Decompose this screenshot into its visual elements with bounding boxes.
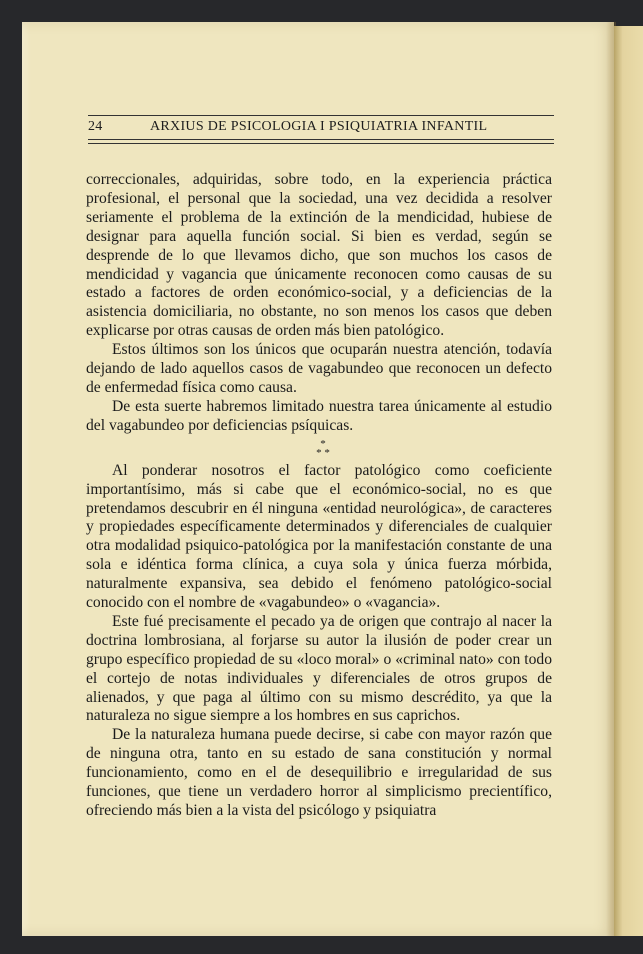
paragraph-continuation: correccionales, adquiridas, sobre todo, en la experiencia práctica profesional, el personal que la sociedad, una vez decidida a resolver seriamente el problema de la extinción de la mendicidad, hubiese de designar para aquella función social. Si bien es verdad, según se desprende de lo que llevamos dicho, que son muchos los casos de mendicidad y vagancia que únicamente reconocen como causas de su estado a factores de orden económico-social, y a deficiencias de la asistencia domiciliaria, no obstante, no son menos los casos que deben explicarse por otras causas de orden más bien patológico.	[86, 171, 552, 340]
running-header	[88, 119, 554, 137]
paragraph: Al ponderar nosotros el factor patológico como coeficiente importantísimo, más si cabe que el económico-social, no es que pretendamos descubrir en él ninguna «entidad neurológica», de caracteres y propiedades específicamente determinados y diferenciales de cualquier otra modalidad psiquico-patológica por la manifestación constante de una sola e idéntica forma clínica, a cuya sola y única fuerza mórbida, naturalmente expansiva, sea debido el fenómeno patológico-social conocido con el nombre de «vagabundeo» o «vagancia».	[86, 461, 552, 612]
paragraph: De la naturaleza humana puede decirse, si cabe con mayor razón que de ninguna otra, tanto en su estado de sana constitución y normal funcionamiento, como en el de desequilibrio e irregularidad de sus funciones, que tiene un verdadero horror al simplicismo precientífico, ofreciendo más bien a la vista del psicólogo y psiquiatra	[86, 726, 552, 819]
header-rule-top	[88, 115, 554, 116]
paragraph: Este fué precisamente el pecado ya de origen que contrajo al nacer la doctrina lombrosiana, al forjarse su autor la ilusión de poder crear un grupo específico propiedad de su «loco moral» o «criminal nato» con todo el cortejo de notas individuales y diferenciales de otros grupos de alienados, y que paga al último con su mismo descrédito, ya que la naturaleza no sigue siempre a los hombres en sus caprichos.	[86, 612, 552, 725]
asterism-top: *	[320, 437, 326, 450]
adjacent-page-edge	[614, 26, 643, 936]
page-number: 24	[88, 119, 103, 134]
header-rule-bottom	[88, 139, 554, 144]
asterism-bottom: * *	[316, 446, 330, 459]
paragraph: De esta suerte habremos limitado nuestra tarea únicamente al estudio del vagabundeo por deficiencias psíquicas.	[86, 397, 552, 434]
running-title: ARXIUS DE PSICOLOGIA I PSIQUIATRIA INFANTIL	[150, 119, 488, 134]
section-asterism	[86, 437, 552, 459]
body-text	[86, 171, 552, 821]
paragraph: Estos últimos son los únicos que ocuparán nuestra atención, todavía dejando de lado aquellos casos de vagabundeo que reconocen un defecto de enfermedad física como causa.	[86, 341, 552, 396]
